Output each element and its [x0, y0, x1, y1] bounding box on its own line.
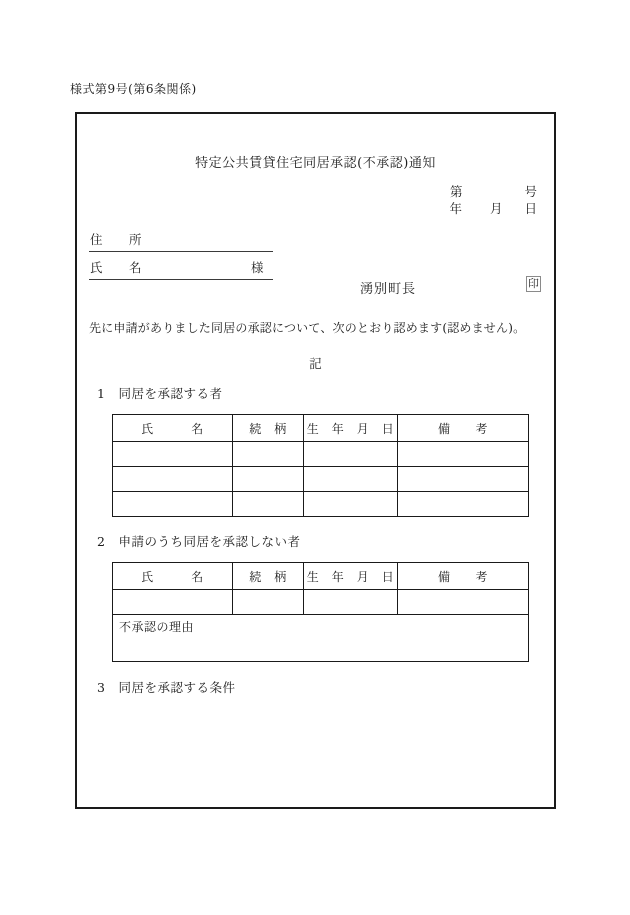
column-header-name: 氏 名 — [113, 563, 233, 590]
column-header-remarks: 備 考 — [398, 415, 529, 442]
approved-persons-table — [112, 414, 529, 517]
name-cell-blank[interactable] — [113, 442, 233, 467]
column-header-name: 氏 名 — [113, 415, 233, 442]
name-input-line[interactable] — [142, 258, 251, 276]
month-label: 月 — [489, 201, 503, 216]
section-1-heading: 1 同居を承認する者 — [97, 386, 223, 401]
date-line — [449, 201, 537, 217]
name-cell-blank[interactable] — [113, 467, 233, 492]
table-header-row — [113, 415, 529, 442]
remarks-cell-blank[interactable] — [398, 442, 529, 467]
day-label: 日 — [524, 201, 537, 216]
rejection-reason-cell[interactable] — [113, 615, 529, 662]
rejected-persons-table — [112, 562, 529, 662]
issuer-row — [77, 276, 554, 296]
section-2-heading: 2 申請のうち同居を承認しない者 — [97, 534, 301, 549]
birthdate-cell-blank[interactable] — [304, 590, 398, 615]
birthdate-cell-blank[interactable] — [304, 442, 398, 467]
doc-number-prefix: 第 — [449, 184, 463, 199]
birthdate-cell-blank[interactable] — [304, 492, 398, 517]
table-header-row — [113, 563, 529, 590]
name-cell-blank[interactable] — [113, 492, 233, 517]
rejection-reason-row — [113, 615, 529, 662]
column-header-remarks: 備 考 — [398, 563, 529, 590]
form-number-label: 様式第9号(第6条関係) — [70, 82, 197, 96]
document-title: 特定公共賃貸住宅同居承認(不承認)通知 — [195, 156, 436, 171]
honorific-label: 様 — [250, 260, 264, 275]
doc-number-line — [450, 184, 537, 200]
remarks-cell-blank[interactable] — [398, 590, 529, 615]
column-header-relationship: 続 柄 — [233, 415, 304, 442]
table-row — [113, 590, 529, 615]
relationship-cell-blank[interactable] — [233, 442, 304, 467]
name-label: 氏 名 — [90, 260, 143, 275]
year-label: 年 — [449, 201, 462, 216]
issuer-title: 湧別町長 — [360, 282, 417, 297]
relationship-cell-blank[interactable] — [233, 492, 304, 517]
column-header-birthdate: 生 年 月 日 — [304, 563, 398, 590]
remarks-cell-blank[interactable] — [398, 492, 529, 517]
rejection-reason-label: 不承認の理由 — [119, 620, 195, 634]
column-header-relationship: 続 柄 — [233, 563, 304, 590]
body-paragraph: 先に申請がありました同居の承認について、次のとおり認めます(認めません)。 — [89, 321, 526, 335]
birthdate-cell-blank[interactable] — [304, 467, 398, 492]
column-header-birthdate: 生 年 月 日 — [304, 415, 398, 442]
table-row — [113, 467, 529, 492]
address-row — [89, 230, 273, 252]
table-row — [113, 492, 529, 517]
section-3-heading: 3 同居を承認する条件 — [97, 680, 236, 695]
table-row — [113, 442, 529, 467]
address-label: 住 所 — [90, 232, 143, 247]
seal-box: 印 — [528, 277, 539, 290]
remarks-cell-blank[interactable] — [398, 467, 529, 492]
relationship-cell-blank[interactable] — [233, 590, 304, 615]
doc-number-suffix: 号 — [524, 184, 537, 199]
record-marker: 記 — [309, 356, 322, 371]
document-sheet — [75, 112, 556, 809]
relationship-cell-blank[interactable] — [233, 467, 304, 492]
name-cell-blank[interactable] — [113, 590, 233, 615]
